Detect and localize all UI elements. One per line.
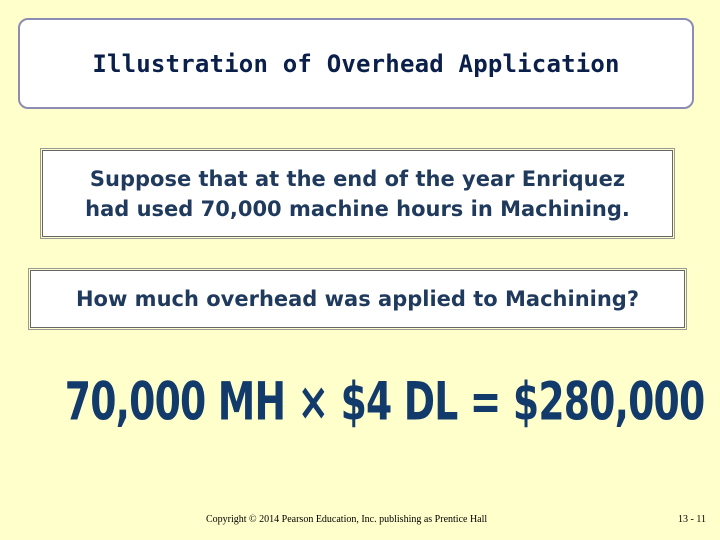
scenario-box — [42, 150, 673, 237]
question-text: How much overhead was applied to Machining? — [75, 287, 640, 311]
slide-title: Illustration of Overhead Application — [92, 49, 620, 78]
title-box — [18, 18, 694, 109]
copyright-notice: Copyright © 2014 Pearson Education, Inc. publishing as Prentice Hall — [206, 514, 488, 525]
question-box — [30, 270, 685, 328]
scenario-text — [85, 164, 630, 224]
calculation-result: 70,000 MH × $4 DL = $280,000 — [64, 370, 705, 433]
scenario-line-2: had used 70,000 machine hours in Machining. — [85, 196, 630, 221]
slide-number: 13 - 11 — [678, 514, 706, 525]
scenario-line-1: Suppose that at the end of the year Enriquez — [89, 166, 626, 191]
